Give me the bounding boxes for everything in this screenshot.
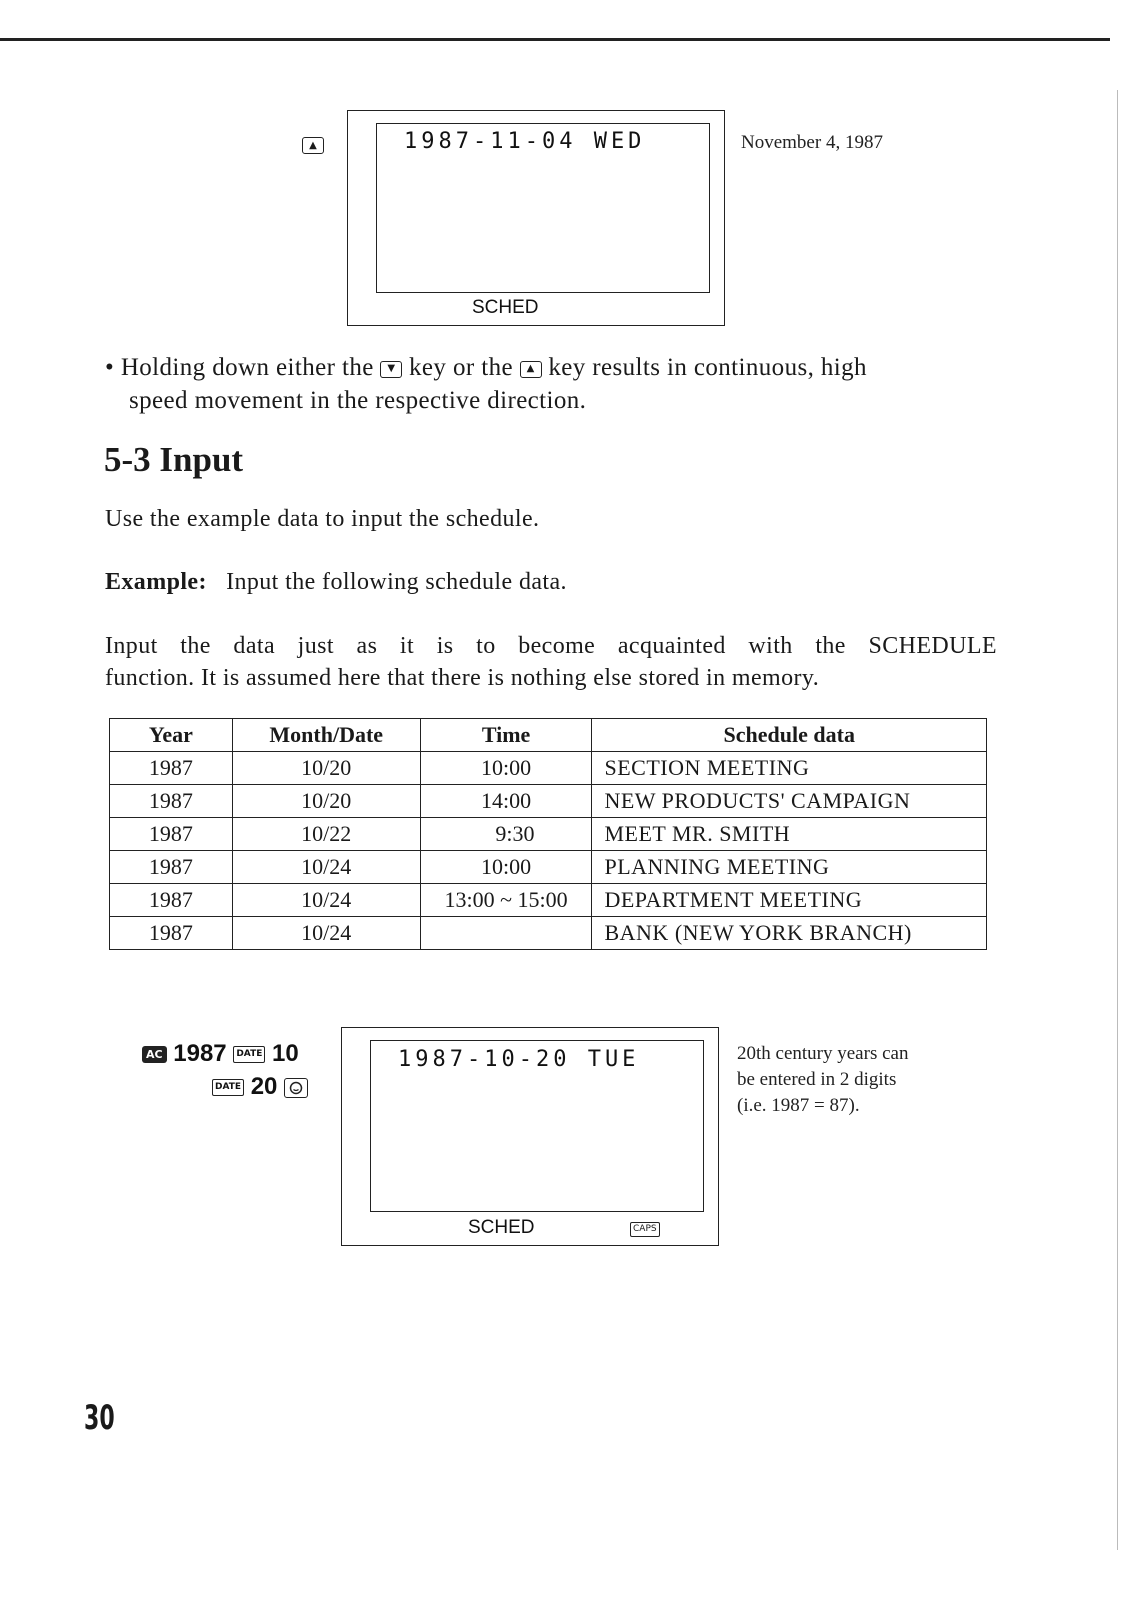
cell-year: 1987 [110,884,233,917]
cell-month-date: 10/24 [232,884,420,917]
cell-schedule-data: PLANNING MEETING [592,851,987,884]
example-text: Input the following schedule data. [226,569,567,595]
cell-year: 1987 [110,785,233,818]
instruction-line-1: Input the data just as it is to become acquainted with the SCHEDULE [105,633,997,659]
cell-month-date: 10/24 [232,917,420,950]
intro-text: Use the example data to input the schedule. [105,506,540,532]
schedule-table [109,718,987,950]
table-row [110,818,987,851]
lcd-display-2 [341,1027,719,1246]
cell-time: 9:30 [420,818,592,851]
example-label: Example: [105,569,207,595]
table-row [110,851,987,884]
cell-schedule-data: MEET MR. SMITH [592,818,987,851]
cell-schedule-data: BANK (NEW YORK BRANCH) [592,917,987,950]
cell-schedule-data: SECTION MEETING [592,752,987,785]
figure1-note: November 4, 1987 [741,132,883,153]
key-sequence-line-2 [212,1073,308,1101]
bullet-text-3: key results in continuous, high [548,354,867,381]
key-sequence-line-1 [142,1040,299,1068]
table-row [110,884,987,917]
figure2-note-line-3: (i.e. 1987 = 87). [737,1095,860,1116]
table-header-row [110,719,987,752]
table-row [110,785,987,818]
instruction-paragraph [105,630,997,694]
cell-schedule-data: DEPARTMENT MEETING [592,884,987,917]
bullet-text-1: Holding down either the [120,354,374,381]
clock-key-icon [284,1078,308,1098]
header-year: Year [110,719,233,752]
lcd-date-line-1: 1987-11-04 WED [404,129,646,154]
header-time: Time [420,719,592,752]
cell-year: 1987 [110,818,233,851]
date-key-icon: DATE [233,1046,265,1063]
page-number: 30 [84,1398,115,1438]
lcd-status-1: SCHED [472,297,539,318]
key-day-value: 20 [250,1073,278,1100]
figure2-note [737,1041,908,1119]
cell-year: 1987 [110,851,233,884]
lcd-status-2: SCHED [468,1217,535,1238]
bullet-note [105,351,1005,417]
page-edge [1117,90,1118,1550]
example-line [105,566,567,598]
cell-month-date: 10/20 [232,785,420,818]
cell-month-date: 10/20 [232,752,420,785]
cell-year: 1987 [110,752,233,785]
section-title: 5-3 Input [104,440,244,479]
cell-schedule-data: NEW PRODUCTS' CAMPAIGN [592,785,987,818]
bullet-text-2: key or the [409,354,513,381]
key-year-value: 1987 [173,1040,227,1067]
cell-time: 10:00 [420,851,592,884]
cell-year: 1987 [110,917,233,950]
down-arrow-key-icon: ▼ [380,361,402,378]
header-month-date: Month/Date [232,719,420,752]
key-month-value: 10 [272,1040,299,1067]
ac-key-icon: AC [142,1046,167,1063]
bullet-text-line2: speed movement in the respective direction. [129,387,587,414]
up-arrow-key-icon: ▲ [302,137,324,154]
cell-month-date: 10/24 [232,851,420,884]
bullet-dot: • [105,354,121,381]
figure2-note-line-1: 20th century years can [737,1043,909,1064]
cell-time: 14:00 [420,785,592,818]
table-row [110,752,987,785]
cell-month-date: 10/22 [232,818,420,851]
header-schedule-data: Schedule data [592,719,987,752]
lcd-date-line-2: 1987-10-20 TUE [398,1047,640,1072]
figure2-note-line-2: be entered in 2 digits [737,1069,897,1090]
cell-time: 13:00 ~ 15:00 [420,884,592,917]
date-key-icon: DATE [212,1079,244,1096]
lcd-display-1 [347,110,725,326]
cell-time: 10:00 [420,752,592,785]
top-rule [0,38,1110,41]
table-row [110,917,987,950]
cell-time [420,917,592,950]
caps-indicator: CAPS [630,1222,660,1237]
up-arrow-key-icon: ▲ [520,361,542,378]
instruction-line-2: function. It is assumed here that there is nothing else stored in memory. [105,665,820,691]
